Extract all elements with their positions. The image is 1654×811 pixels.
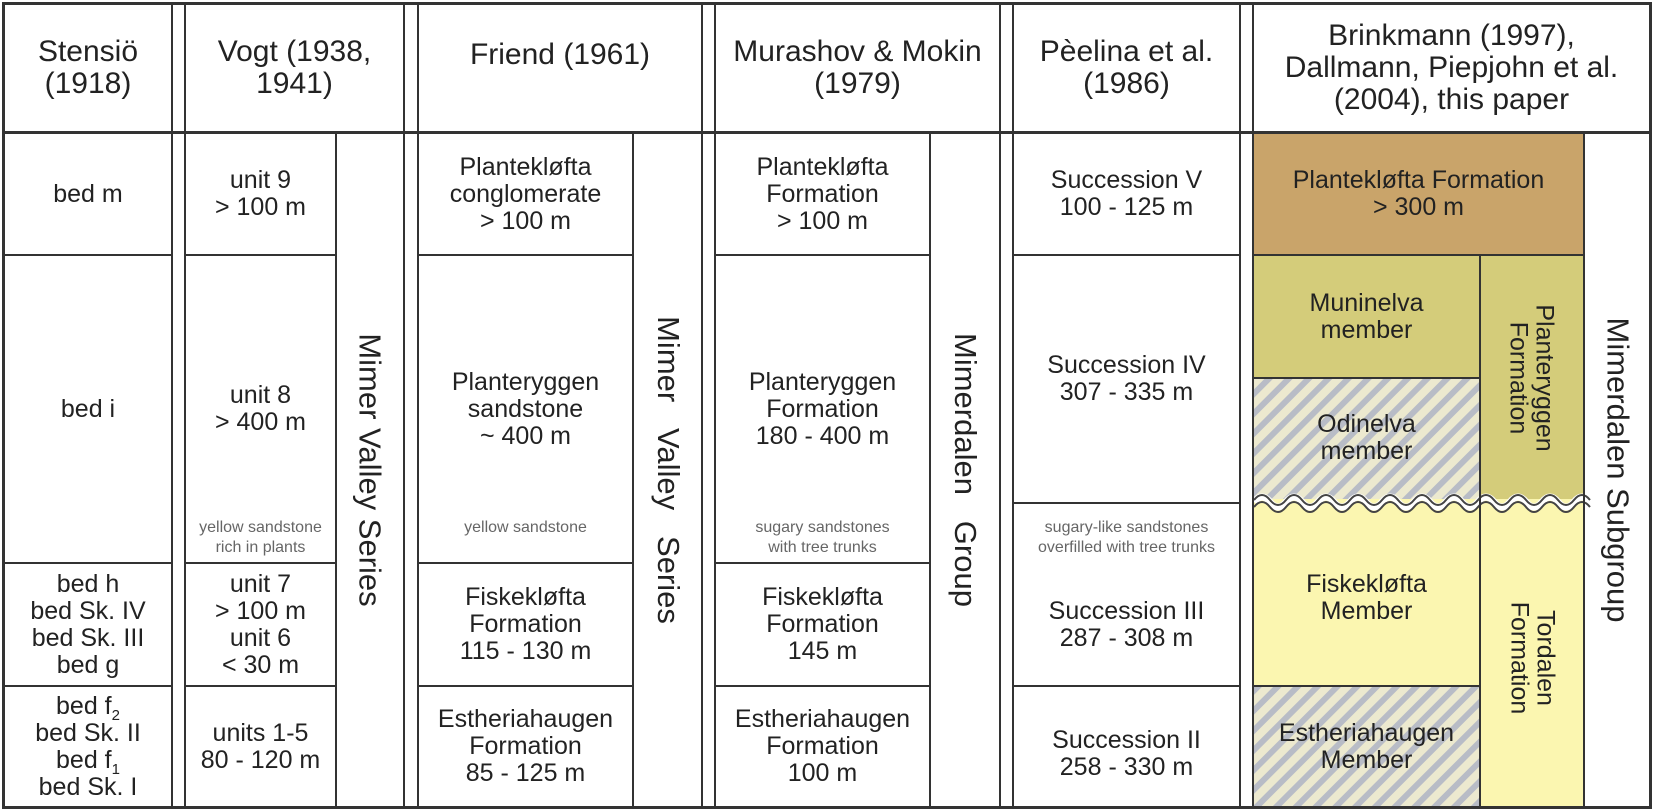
- brinkmann-subgroup-label: [1585, 134, 1649, 806]
- col-divider-1a: [171, 2, 173, 809]
- brinkmann-tordalen-formation-label: [1481, 510, 1583, 806]
- peelina-succession-v: Succession V 100 - 125 m: [1050, 166, 1203, 221]
- header-friend: Friend (1961): [469, 38, 651, 71]
- vogt-unit-8: unit 8 > 400 m: [214, 381, 307, 436]
- vogt-series-label: [337, 134, 403, 806]
- stensio-bed-sk-i: bed Sk. I: [38, 772, 138, 801]
- brinkmann-subgroup-text: Mimerdalen Subgroup: [1600, 317, 1636, 623]
- peelina-succession-iv: Succession IV 307 - 335 m: [1047, 351, 1206, 406]
- murashov-fiskekloefta: Fiskekløfta Formation 145 m: [762, 583, 883, 665]
- murashov-planteryggen: Planteryggen Formation 180 - 400 m: [748, 367, 897, 450]
- stensio-bed-f1-text: bed f: [56, 745, 112, 774]
- friend-planteryggen: Planteryggen sandstone ~ 400 m: [451, 367, 600, 450]
- header-murashov: Murashov & Mokin (1979): [733, 35, 982, 100]
- murashov-group-label: [931, 134, 999, 806]
- murashov-planteryggen-note: sugary sandstones with tree trunks: [755, 519, 890, 556]
- friend-fiskekloefta: Fiskekløfta Formation 115 - 130 m: [459, 583, 592, 665]
- header-stensio: Stensiö (1918): [37, 35, 139, 100]
- frame-bottom: [2, 806, 1652, 809]
- vogt-unit-8-note: yellow sandstone rich in plants: [199, 519, 322, 556]
- murashov-group-text: Mimerdalen Group: [948, 333, 984, 607]
- col-divider-5a: [1239, 2, 1241, 809]
- stensio-bed-i: bed i: [60, 394, 116, 423]
- brinkmann-odinelva-member: Odinelva member: [1317, 410, 1416, 465]
- brinkmann-planteryggen-formation-label: [1481, 256, 1583, 499]
- col-divider-4a: [999, 2, 1001, 809]
- brinkmann-muninelva-member: Muninelva member: [1309, 288, 1424, 344]
- frame-right: [1649, 2, 1652, 809]
- stensio-bed-m: bed m: [53, 179, 123, 208]
- peelina-row-3: [1012, 685, 1240, 687]
- stensio-bed-f2-text: bed f: [56, 691, 112, 720]
- stensio-bed-f2: [56, 691, 120, 724]
- stensio-bed-h-g: bed h bed Sk. IV bed Sk. III bed g: [30, 569, 146, 679]
- vogt-unit-9: unit 9 > 100 m: [214, 166, 307, 221]
- peelina-succession-ii: Succession II 258 - 330 m: [1052, 726, 1201, 781]
- peelina-row-2: [1012, 502, 1240, 504]
- stensio-bed-f-sk: [5, 687, 171, 806]
- header-brinkmann: Brinkmann (1997), Dallmann, Piepjohn et al. (2004), this paper: [1284, 19, 1619, 116]
- murashov-plantekloefta: Plantekløfta Formation > 100 m: [756, 152, 889, 235]
- vogt-units-1-5: units 1-5 80 - 120 m: [200, 718, 321, 774]
- header-peelina: Pèelina et al. (1986): [1039, 35, 1214, 100]
- brinkmann-estheriahaugen-member: Estheriahaugen Member: [1278, 718, 1455, 774]
- stensio-bed-f1: [56, 745, 120, 778]
- stensio-bed-sk-ii: bed Sk. II: [35, 718, 141, 747]
- vogt-unit-7-6: unit 7 > 100 m unit 6 < 30 m: [214, 569, 307, 679]
- stensio-bed-f1-sub: 1: [111, 760, 120, 778]
- header-vogt: Vogt (1938, 1941): [217, 35, 372, 100]
- brinkmann-tordalen-formation-text: Tordalen Formation: [1505, 601, 1559, 715]
- peelina-succession-iii-note: sugary-like sandstones overfilled with tree trunks: [1038, 519, 1215, 556]
- vogt-series-text: Mimer Valley Series: [353, 333, 389, 607]
- brinkmann-planteryggen-formation-text: Planteryggen Formation: [1505, 303, 1560, 452]
- col-divider-2a: [403, 2, 405, 809]
- murashov-estheriahaugen: Estheriahaugen Formation 100 m: [734, 705, 911, 787]
- friend-planteryggen-note: yellow sandstone: [464, 519, 587, 536]
- friend-series-label: [634, 134, 701, 806]
- friend-series-text: Mimer Valley Series: [650, 316, 686, 624]
- friend-estheriahaugen: Estheriahaugen Formation 85 - 125 m: [437, 705, 614, 787]
- brinkmann-plantekloefta-formation: Plantekløfta Formation > 300 m: [1292, 166, 1545, 221]
- peelina-succession-iii: Succession III 287 - 308 m: [1048, 596, 1205, 652]
- col-divider-3a: [701, 2, 703, 809]
- stensio-bed-f2-sub: 2: [111, 706, 120, 724]
- brinkmann-fiskekloefta-member: Fiskekløfta Member: [1306, 569, 1427, 625]
- friend-plantekloefta: Plantekløfta conglomerate > 100 m: [449, 152, 602, 235]
